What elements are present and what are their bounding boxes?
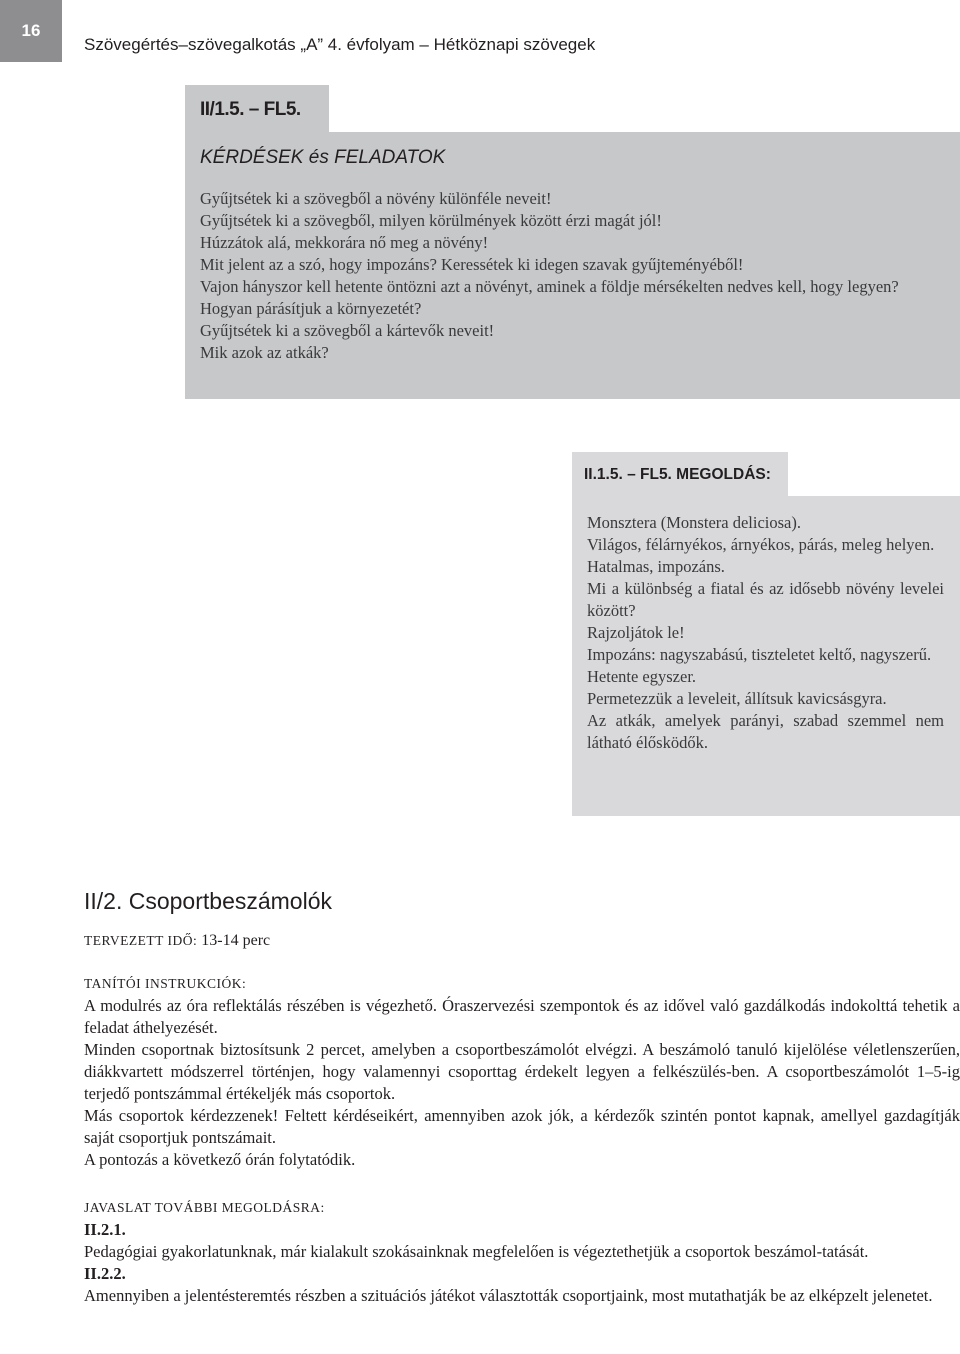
answer-item: Mi a különbség a fiatal és az idősebb növény levelei között? (587, 579, 944, 620)
question-item: Hogyan párásítjuk a környezetét? (200, 299, 422, 318)
answer-item: Hatalmas, impozáns. (587, 557, 725, 576)
suggestion-code: II.2.2. (84, 1264, 126, 1283)
running-title: Szövegértés–szövegalkotás „A” 4. évfolyam – Hétköznapi szövegek (84, 35, 596, 54)
question-item: Mit jelent az a szó, hogy impozáns? Keressétek ki idegen szavak gyűjteményéből! (200, 255, 744, 274)
section-title: II/2. Csoportbeszámolók (84, 888, 333, 914)
solution-code-label: II.1.5. – FL5. MEGOLDÁS: (572, 452, 788, 496)
suggestion-text: Pedagógiai gyakorlatunknak, már kialakult szokásainknak megfelelően is végeztethetjük a csoportok beszámol-tatását. (84, 1242, 869, 1261)
page-number: 16 (0, 0, 62, 62)
answer-item: Világos, félárnyékos, árnyékos, párás, meleg helyen. (587, 535, 935, 554)
instruction-paragraph: Minden csoportnak biztosítsunk 2 percet, amelyben a csoportbeszámolót elvégzi. A beszámoló tanuló kijelölése véletlenszerűen, diákkvartett módszerrel történjen, hogy valamennyi csoporttag érdekelt legyen a felkészülés-ben. A csoportbeszámolót 1–5-ig terjedő pontszámmal értékeljék más csoportok. (84, 1040, 960, 1103)
instruction-paragraph: Más csoportok kérdezzenek! Feltett kérdéseikért, amennyiben azok jók, a kérdezők szintén pontot kapnak, amellyel gazdagítják saját csoportjuk pontszámait. (84, 1106, 960, 1147)
question-item: Mik azok az atkák? (200, 343, 329, 362)
question-item: Húzzátok alá, mekkorára nő meg a növény! (200, 233, 489, 252)
answer-item: Monsztera (Monstera deliciosa). (587, 513, 801, 532)
answer-item: Impozáns: nagyszabású, tiszteletet keltő, nagyszerű. (587, 645, 932, 664)
question-item: Gyűjtsétek ki a szövegből, milyen körülmények között érzi magát jól! (200, 211, 662, 230)
teacher-instructions (84, 974, 960, 1171)
solution-box (572, 496, 960, 816)
further-suggestions (84, 1198, 960, 1307)
instructions-label: TANÍTÓI INSTRUKCIÓK: (84, 976, 247, 991)
question-item: Gyűjtsétek ki a szövegből a kártevők neveit! (200, 321, 495, 340)
task-heading: KÉRDÉSEK és FELADATOK (200, 147, 446, 168)
answer-item: Permetezzük a leveleit, állítsuk kavicsásgyra. (587, 689, 887, 708)
answer-item: Rajzoljátok le! (587, 623, 685, 642)
further-label: JAVASLAT TOVÁBBI MEGOLDÁSRA: (84, 1200, 325, 1215)
task-box (185, 132, 960, 399)
planned-time-value: 13-14 perc (201, 932, 271, 949)
instruction-paragraph: A modulrés az óra reflektálás részében is végezhető. Óraszervezési szempontok és az idővel való gazdálkodás indokolttá tehetik a feladat áthelyezését. (84, 996, 960, 1037)
question-item: Vajon hányszor kell hetente öntözni azt a növényt, aminek a földje mérsékelten nedves kell, hogy legyen? (200, 277, 899, 296)
planned-time (84, 932, 270, 950)
question-item: Gyűjtsétek ki a szövegből a növény különféle neveit! (200, 189, 552, 208)
answer-item: Az atkák, amelyek parányi, szabad szemmel nem látható élősködők. (587, 711, 944, 752)
answer-item: Hetente egyszer. (587, 667, 697, 686)
suggestion-code: II.2.1. (84, 1220, 126, 1239)
planned-time-label: TERVEZETT IDŐ: (84, 933, 198, 948)
instruction-paragraph: A pontozás a következő órán folytatódik. (84, 1150, 356, 1169)
suggestion-text: Amennyiben a jelentésteremtés részben a szituációs játékot választották csoportjaink, most mutathatják be az elképzelt jelenetet. (84, 1286, 933, 1305)
task-code-label: II/1.5. – FL5. (185, 85, 329, 132)
